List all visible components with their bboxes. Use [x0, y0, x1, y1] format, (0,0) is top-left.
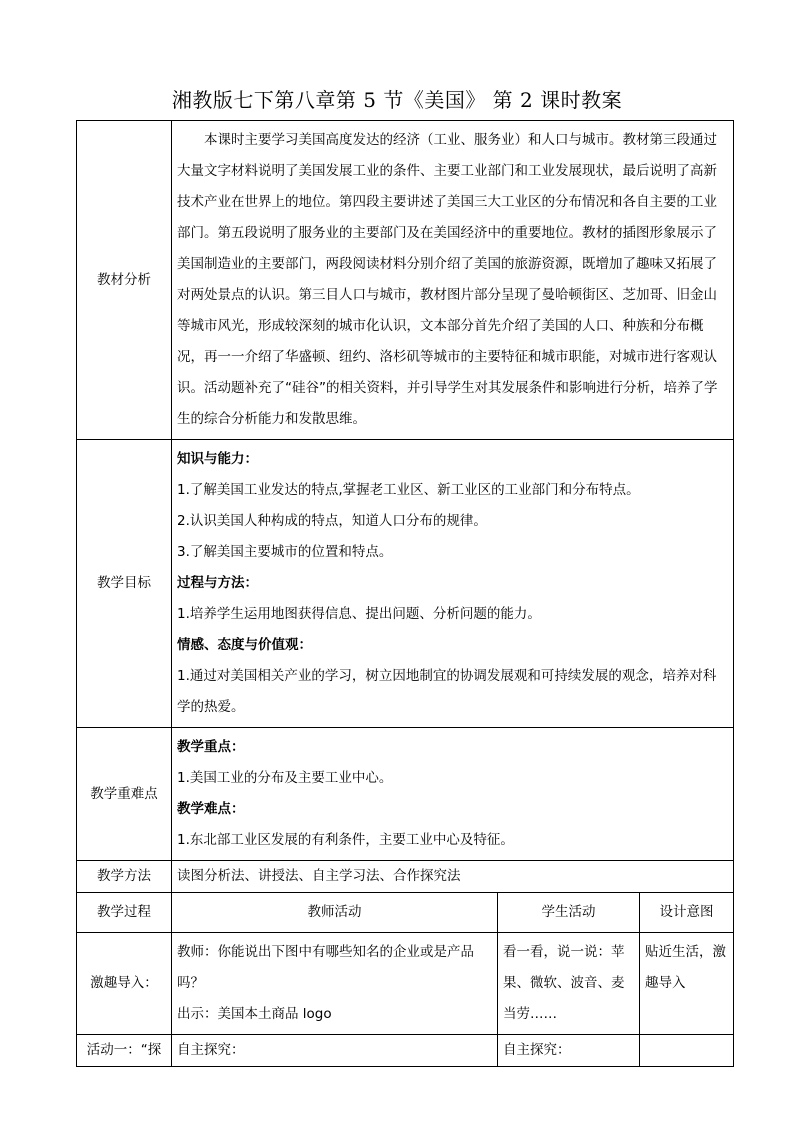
activity-row — [77, 1035, 734, 1067]
activity-teacher: 自主探究： — [172, 1035, 498, 1067]
intro-teacher-show: 出示：美国本土商品 logo — [177, 1006, 332, 1022]
keypoint-heading-difficulty: 教学难点： — [177, 801, 245, 817]
objectives-row — [77, 440, 734, 728]
objective-item: 1.培养学生运用地图获得信息、提出问题、分析问题的能力。 — [177, 606, 541, 622]
analysis-label: 教材分析 — [77, 121, 172, 440]
intro-row — [77, 933, 734, 1035]
keypoints-content — [172, 728, 734, 861]
objective-heading-knowledge: 知识与能力： — [177, 451, 258, 467]
keypoint-heading-focus: 教学重点： — [177, 739, 245, 755]
objective-item: 1.通过对美国相关产业的学习，树立因地制宜的协调发展观和可持续发展的观念，培养对科学的热爱。 — [177, 668, 717, 715]
objective-heading-attitude: 情感、态度与价值观： — [177, 637, 312, 653]
activity-intent — [640, 1035, 734, 1067]
process-header-student: 学生活动 — [498, 893, 640, 933]
intro-intent: 贴近生活，激趣导入 — [640, 933, 734, 1035]
objectives-label: 教学目标 — [77, 440, 172, 728]
intro-teacher — [172, 933, 498, 1035]
activity-student: 自主探究： — [498, 1035, 640, 1067]
objective-heading-process: 过程与方法： — [177, 575, 258, 591]
objective-item: 1.了解美国工业发达的特点,掌握老工业区、新工业区的工业部门和分布特点。 — [177, 482, 640, 498]
keypoint-item: 1.美国工业的分布及主要工业中心。 — [177, 770, 393, 786]
analysis-row — [77, 121, 734, 440]
keypoints-label: 教学重难点 — [77, 728, 172, 861]
document-title: 湘教版七下第八章第 5 节《美国》 第 2 课时教案 — [171, 88, 623, 112]
objective-item: 3.了解美国主要城市的位置和特点。 — [177, 544, 393, 560]
lesson-plan-table — [76, 120, 734, 1067]
process-header-teacher: 教师活动 — [172, 893, 498, 933]
objectives-content — [172, 440, 734, 728]
keypoint-item: 1.东北部工业区发展的有利条件，主要工业中心及特征。 — [177, 832, 514, 848]
analysis-text: 本课时主要学习美国高度发达的经济（工业、服务业）和人口与城市。教材第三段通过大量文字材料说明了美国发展工业的条件、主要工业部门和工业发展现状，最后说明了高新技术产业在世界上的地位。第四段主要讲述了美国三大工业区的分布情况和各自主要的工业部门。第五段说明了服务业的主要部门及在美国经济中的重要地位。教材的插图形象展示了美国制造业的主要部门，两段阅读材料分别介绍了美国的旅游资源，既增加了趣味又拓展了对两处景点的认识。第三目人口与城市，教材图片部分呈现了曼哈顿街区、芝加哥、旧金山等城市风光，形成较深刻的城市化认识，文本部分首先介绍了美国的人口、种族和分布概况，再一一介绍了华盛顿、纽约、洛杉矶等城市的主要特征和城市职能，对城市进行客观认识。活动题补充了“硅谷”的相关资料，并引导学生对其发展条件和影响进行分析，培养了学生的综合分析能力和发散思维。 — [177, 132, 718, 427]
method-label: 教学方法 — [77, 861, 172, 893]
intro-teacher-question: 教师：你能说出下图中有哪些知名的企业或是产品吗？ — [177, 944, 474, 991]
intro-stage: 激趣导入： — [77, 933, 172, 1035]
keypoints-row — [77, 728, 734, 861]
method-row — [77, 861, 734, 893]
objective-item: 2.认识美国人种构成的特点，知道人口分布的规律。 — [177, 513, 487, 529]
process-header-stage: 教学过程 — [77, 893, 172, 933]
analysis-content — [172, 121, 734, 440]
method-content: 读图分析法、讲授法、自主学习法、合作探究法 — [172, 861, 734, 893]
intro-student: 看一看，说一说：苹果、微软、波音、麦当劳…… — [498, 933, 640, 1035]
process-header-row — [77, 893, 734, 933]
activity-stage: 活动一：“探 — [77, 1035, 172, 1067]
process-header-intent: 设计意图 — [640, 893, 734, 933]
